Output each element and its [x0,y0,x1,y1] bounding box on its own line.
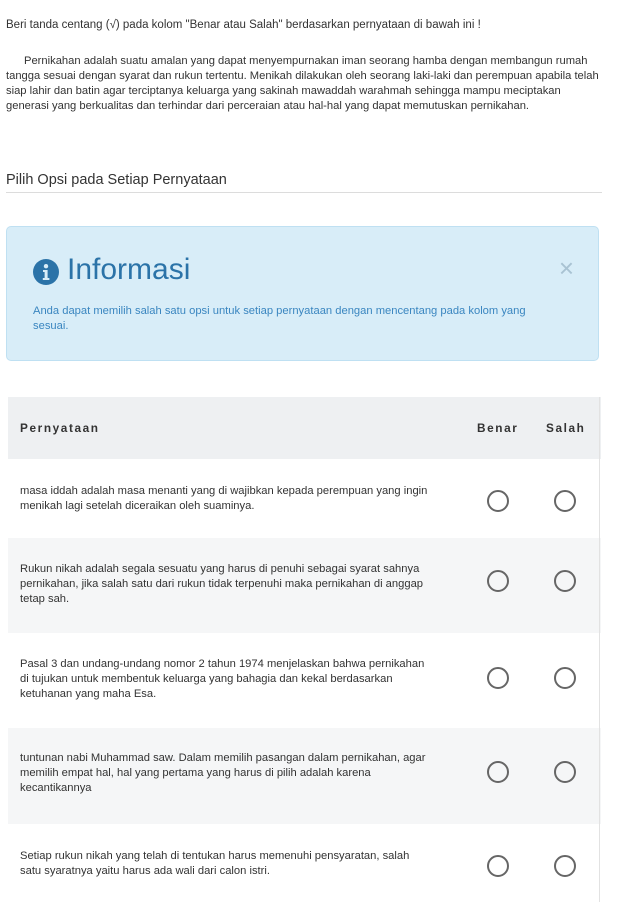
info-title: Informasi [67,253,191,286]
table-row [8,538,601,633]
statement-text: tuntunan nabi Muhammad saw. Dalam memilih pasangan dalam pernikahan, agar memilih empat hal, hal yang pertama yang harus di pilih adalah karena kecantikannya [20,752,426,794]
table-row [8,633,601,728]
header-statement: Pernyataan [20,421,100,435]
header-false: Salah [546,421,586,435]
radio-false[interactable] [554,490,576,512]
statement-text: Rukun nikah adalah segala sesuatu yang harus di penuhi sebagai syarat sahnya pernikahan, jika salah satu dari rukun tidak terpenuhi maka pernikahan di anggap tetap sah. [20,563,424,605]
info-circle-icon [33,259,59,285]
statement-table [8,397,601,902]
info-alert [6,226,599,361]
info-message: Anda dapat memilih salah satu opsi untuk setiap pernyataan dengan mencentang pada kolom yang sesuai. [33,305,526,332]
radio-false[interactable] [554,667,576,689]
radio-false[interactable] [554,570,576,592]
statement-text: Setiap rukun nikah yang telah di tentukan harus memenuhi pensyaratan, salah satu syaratnya yaitu harus ada wali dari calon istri. [20,850,410,877]
radio-false[interactable] [554,761,576,783]
section-subtitle: Pilih Opsi pada Setiap Pernyataan [6,172,602,193]
instruction-text: Beri tanda centang (√) pada kolom "Benar atau Salah" berdasarkan pernyataan di bawah ini ! [6,19,481,31]
radio-true[interactable] [487,855,509,877]
radio-false[interactable] [554,855,576,877]
table-row [8,728,601,824]
table-row [8,824,601,902]
radio-true[interactable] [487,490,509,512]
close-icon[interactable]: × [558,253,574,283]
table-border [599,397,600,902]
header-true: Benar [477,421,519,435]
radio-true[interactable] [487,667,509,689]
statement-text: masa iddah adalah masa menanti yang di wajibkan kepada perempuan yang ingin menikah lagi setelah diceraikan oleh suaminya. [20,485,428,512]
passage-text: Pernikahan adalah suatu amalan yang dapat menyempurnakan iman seorang hamba dengan membangun rumah tangga sesuai dengan syarat dan rukun tertentu. Menikah dilakukan oleh seorang laki-laki dan perempuan apabila telah siap lahir dan batin agar terciptanya keluarga yang sakinah mawaddah warahmah sehingga mampu meciptakan generasi yang berkualitas dan terhindar dari perceraian atau hal-hal yang dapat memutuskan pernikahan. [6,55,599,112]
statement-text: Pasal 3 dan undang-undang nomor 2 tahun 1974 menjelaskan bahwa pernikahan di tujukan untuk membentuk keluarga yang bahagia dan kekal berdasarkan ketuhanan yang maha Esa. [20,658,425,700]
radio-true[interactable] [487,570,509,592]
radio-true[interactable] [487,761,509,783]
table-header [8,397,601,459]
table-row [8,459,601,538]
